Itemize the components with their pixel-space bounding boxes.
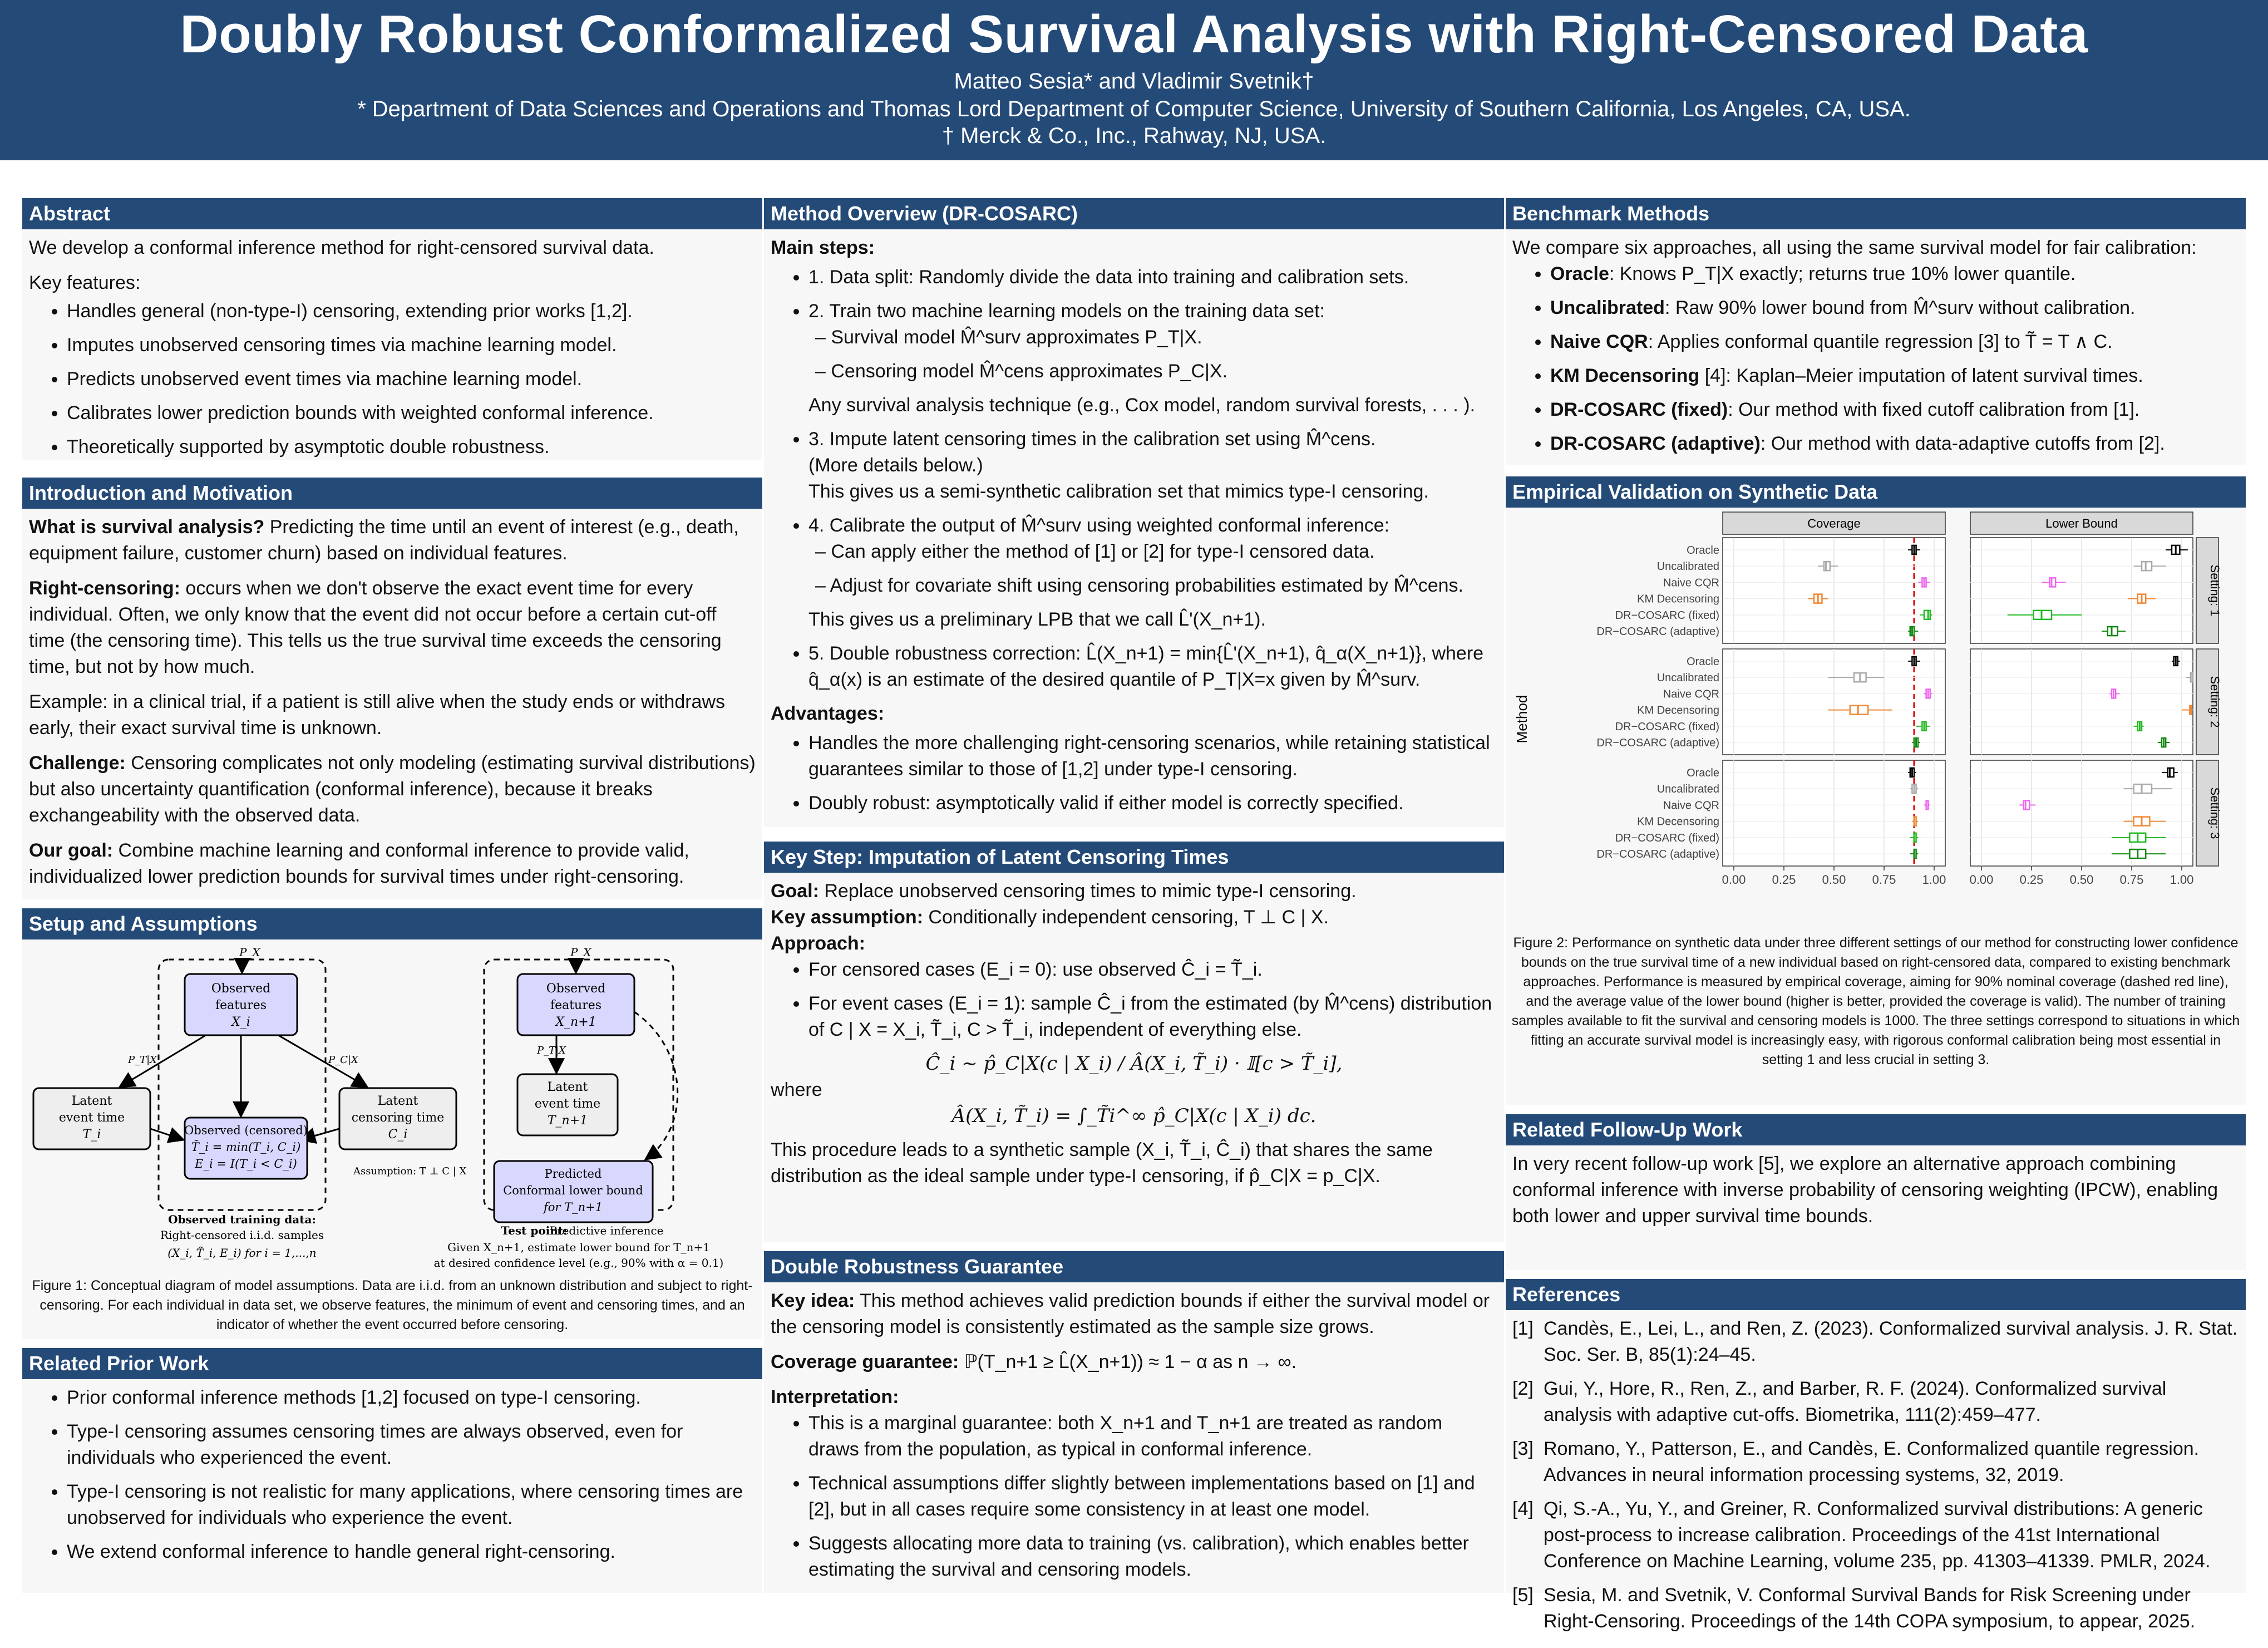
method-label: Naive CQR: [1663, 577, 1719, 589]
step-2c: Any survival analysis technique (e.g., Cox model, random survival forests, . . . ).: [808, 392, 1497, 419]
setup-section: [22, 908, 762, 1339]
step-2b: – Censoring model M̂^cens approximates P_C|X.: [831, 358, 1497, 385]
section-title: Setup and Assumptions: [22, 908, 762, 939]
reference-item: [1] Candès, E., Lei, L., and Ren, Z. (2023). Conformalized survival analysis. J. R. Stat. Soc. Ser. B, 85(1):24–45.: [1512, 1316, 2239, 1368]
intro-p2: Right-censoring: occurs when we don't observe the exact event time for every individual. Often, we only know that the event did not occur before a certain cut-off time (the censoring time). This tells us the true survival time exceeds the censoring time, but not by how much.: [29, 575, 756, 680]
list-item: • DR-COSARC (fixed): Our method with fixed cutoff calibration from [1].: [1550, 397, 2239, 423]
followup-section: [1506, 1114, 2246, 1270]
list-item: • Doubly robust: asymptotically valid if either model is correctly specified.: [808, 790, 1497, 816]
column-left: [22, 198, 762, 1596]
model-diagram: [22, 939, 762, 1273]
svg-text:Predicted: Predicted: [545, 1167, 602, 1180]
list-item: • For censored cases (E_i = 0): use observed Ĉ_i = T̃_i.: [808, 957, 1497, 983]
equation-2: Â(X_i, T̃_i) = ∫_T̃i^∞ p̂_C|X(c | X_i) dc.: [771, 1103, 1497, 1129]
list-item: • Type-I censoring is not realistic for many applications, where censoring times are unobserved for individuals who experience the event.: [67, 1479, 756, 1531]
svg-text:X_i: X_i: [230, 1015, 250, 1029]
method-label: Oracle: [1687, 767, 1719, 779]
interpretation-label: Interpretation:: [771, 1384, 1497, 1410]
svg-text:Observed training data:: Observed training data:: [168, 1213, 316, 1226]
abstract-section: [22, 198, 762, 460]
list-item: • This is a marginal guarantee: both X_n+1 and T_n+1 are treated as random draws from the population, as typical in conformal inference.: [808, 1410, 1497, 1463]
section-title: Benchmark Methods: [1506, 198, 2246, 229]
list-item: • Handles general (non-type-I) censoring, extending prior works [1,2].: [67, 298, 756, 324]
setting-label: Setting: 3: [2208, 788, 2222, 839]
svg-text:censoring time: censoring time: [352, 1111, 445, 1125]
svg-text:P_X: P_X: [570, 946, 591, 959]
step-4: • 4. Calibrate the output of M̂^surv using weighted conformal inference: – Can apply either the method of [1] or [2] for type-I censored data. – Adjust for covariate shift using censoring probabilities estimated by M̂^cens. This gives us a preliminary LPB that we call L̂'(X_n+1).: [808, 513, 1497, 633]
box: [2134, 784, 2152, 793]
column-right: [1506, 198, 2246, 1596]
box: [2034, 611, 2052, 619]
interpretation-list: [771, 1410, 1497, 1583]
box: [1924, 611, 1930, 619]
list-item: • KM Decensoring [4]: Kaplan–Meier imputation of latent survival times.: [1550, 363, 2239, 389]
approach-label: Approach:: [771, 931, 1497, 957]
svg-text:Given X_n+1, estimate lower bo: Given X_n+1, estimate lower bound for T_n+1: [447, 1241, 710, 1254]
references-section: [1506, 1279, 2246, 1593]
list-item: • DR-COSARC (adaptive): Our method with data-adaptive cutoffs from [2].: [1550, 431, 2239, 457]
step-4c: This gives us a preliminary LPB that we call L̂'(X_n+1).: [808, 607, 1497, 633]
section-title: Key Step: Imputation of Latent Censoring Times: [764, 842, 1504, 873]
list-item: • Predicts unobserved event times via machine learning model.: [67, 366, 756, 392]
svg-text:Observed: Observed: [546, 982, 605, 996]
method-label: KM Decensoring: [1637, 816, 1719, 828]
x-tick-label: 0.75: [1872, 873, 1896, 887]
goal: Goal: Replace unobserved censoring times to mimic type-I censoring.: [771, 878, 1497, 904]
reference-item: [4] Qi, S.-A., Yu, Y., and Greiner, R. Conformalized survival distributions: A generic post-process to increase calibration. Proceedings of the 41st International Conference on Machine Learning, volume 235, pp. 41303–41339. PMLR, 2024.: [1512, 1496, 2239, 1575]
intro-p3: Example: in a clinical trial, if a patient is still alive when the study ends or withdraws early, their exact survival time is unknown.: [29, 689, 756, 741]
authors: Matteo Sesia* and Vladimir Svetnik†: [0, 67, 2268, 96]
svg-text:Latent: Latent: [72, 1094, 112, 1108]
steps-list: [771, 264, 1497, 693]
list-item: • Technical assumptions differ slightly between implementations based on [1] and [2], but in all cases require some consistency in at least one model.: [808, 1470, 1497, 1523]
advantages-list: [771, 730, 1497, 816]
equation-1: Ĉ_i ~ p̂_C|X(c | X_i) / Â(X_i, T̃_i) · 𝕀[c > T̃_i],: [771, 1051, 1497, 1077]
intro-p4: Challenge: Censoring complicates not only modeling (estimating survival distributions) but also uncertainty quantification (conformal inference), because it breaks exchangeability with the observed data.: [29, 750, 756, 829]
list-item: • Imputes unobserved censoring times via machine learning model.: [67, 332, 756, 358]
method-section: [764, 198, 1504, 827]
list-item: • Uncalibrated: Raw 90% lower bound from M̂^surv without calibration.: [1550, 295, 2239, 321]
followup-text: In very recent follow-up work [5], we explore an alternative approach combining conformal inference with inverse probability of censoring weighting (IPCW), enabling both lower and upper survival time bounds.: [1512, 1151, 2239, 1229]
method-label: DR−COSARC (fixed): [1615, 721, 1719, 733]
keystep-conclusion: This procedure leads to a synthetic sample (X_i, T̃_i, Ĉ_i) that shares the same distribution as the ideal sample under type-I censoring, if p̂_C|X = p_C|X.: [771, 1137, 1497, 1189]
svg-text:E_i = I(T_i < C_i): E_i = I(T_i < C_i): [194, 1157, 297, 1170]
where-label: where: [771, 1077, 1497, 1103]
reference-list: [1506, 1310, 2246, 1648]
figure2-chart: [1506, 508, 2246, 931]
step-4a: – Can apply either the method of [1] or [2] for type-I censored data.: [831, 539, 1497, 565]
reference-item: [2] Gui, Y., Hore, R., Ren, Z., and Barber, R. F. (2024). Conformalized survival analysis with adaptive cut-offs. Biometrika, 111(2):459–477.: [1512, 1376, 2239, 1428]
list-item: • Prior conformal inference methods [1,2] focused on type-I censoring.: [67, 1385, 756, 1411]
svg-text:features: features: [550, 998, 601, 1012]
box: [2024, 800, 2030, 809]
x-tick-label: 0.00: [1970, 873, 1994, 887]
step-2a: – Survival model M̂^surv approximates P_T|X.: [831, 324, 1497, 351]
features-label: Key features:: [29, 270, 756, 296]
method-label: DR−COSARC (adaptive): [1596, 626, 1719, 638]
x-tick-label: 0.75: [2120, 873, 2144, 887]
key-assumption: Key assumption: Conditionally independent censoring, T ⊥ C | X.: [771, 904, 1497, 931]
svg-text:Test point:: Test point:: [501, 1224, 568, 1237]
bench-list: [1512, 261, 2239, 457]
abstract-intro: We develop a conformal inference method for right-censored survival data.: [29, 235, 756, 261]
list-item: • Type-I censoring assumes censoring times are always observed, even for individuals who experienced the event.: [67, 1419, 756, 1471]
svg-text:T̃_i = min(T_i, C_i): T̃_i = min(T_i, C_i): [191, 1140, 301, 1154]
svg-text:event time: event time: [535, 1097, 600, 1111]
setting-label: Setting: 2: [2208, 676, 2222, 728]
poster-header: [0, 0, 2268, 160]
px-label: P_X: [239, 946, 260, 959]
empirical-section: [1506, 476, 2246, 1105]
svg-text:T_i: T_i: [83, 1128, 101, 1142]
prior-list: [29, 1385, 756, 1565]
svg-text:Latent: Latent: [378, 1094, 418, 1108]
list-item: • For event cases (E_i = 1): sample Ĉ_i from the estimated (by M̂^cens) distribution of C | X = X_i, T̃_i, C > T̃_i, independent of everything else.: [808, 991, 1497, 1043]
x-tick-label: 0.25: [2020, 873, 2044, 887]
x-tick-label: 0.00: [1722, 873, 1746, 887]
box: [2049, 578, 2055, 587]
panel-title: Coverage: [1807, 516, 1860, 530]
svg-text:features: features: [215, 998, 267, 1012]
method-label: KM Decensoring: [1637, 593, 1719, 606]
affiliation-1: * Department of Data Sciences and Operations and Thomas Lord Department of Computer Science, University of Southern California, Los Angeles, CA, USA.: [0, 96, 2268, 122]
features-list: [29, 298, 756, 460]
box: [1824, 562, 1830, 570]
double-robustness-section: [764, 1251, 1504, 1593]
method-label: Uncalibrated: [1657, 672, 1719, 684]
box: [2142, 562, 2152, 570]
list-item: • Calibrates lower prediction bounds with weighted conformal inference.: [67, 400, 756, 426]
svg-text:P_C|X: P_C|X: [328, 1054, 359, 1066]
section-title: References: [1506, 1279, 2246, 1310]
section-title: Double Robustness Guarantee: [764, 1251, 1504, 1282]
method-label: DR−COSARC (adaptive): [1596, 848, 1719, 860]
x-tick-label: 0.25: [1772, 873, 1796, 887]
svg-text:Observed (censored): Observed (censored): [184, 1124, 308, 1137]
section-title: Abstract: [22, 198, 762, 229]
svg-text:Observed: Observed: [211, 982, 270, 996]
method-label: Oracle: [1687, 656, 1719, 668]
list-item: • Suggests allocating more data to training (vs. calibration), which enables better estimating the survival and censoring models.: [808, 1531, 1497, 1583]
box: [2168, 768, 2174, 777]
box: [1850, 706, 1868, 715]
affiliation-2: † Merck & Co., Inc., Rahway, NJ, USA.: [0, 122, 2268, 149]
list-item: • Naive CQR: Applies conformal quantile regression [3] to T̃ = T ∧ C.: [1550, 329, 2239, 355]
reference-item: [3] Romano, Y., Patterson, E., and Candès, E. Conformalized quantile regression. Advances in neural information processing systems, 32, 2019.: [1512, 1436, 2239, 1488]
x-tick-label: 0.50: [2070, 873, 2094, 887]
step-2: • 2. Train two machine learning models on the training data set: – Survival model M̂^surv approximates P_T|X. – Censoring model M̂^cens approximates P_C|X. Any survival analysis technique (e.g., Cox model, random survival forests, . . . ).: [808, 298, 1497, 419]
list-item: • Handles the more challenging right-censoring scenarios, while retaining statistical guarantees similar to those of [1,2] under type-I censoring.: [808, 730, 1497, 783]
svg-text:Predictive inference: Predictive inference: [549, 1224, 663, 1237]
svg-text:C_i: C_i: [388, 1128, 408, 1142]
svg-text:Right-censored i.i.d. samples: Right-censored i.i.d. samples: [160, 1228, 324, 1242]
figure2-caption: Figure 2: Performance on synthetic data under three different settings of our method for constructing lower confidence bounds on the true survival time of a new individual based on right-censored data, compared to existing benchmark approaches. Performance is measured by empirical coverage, aiming for 90% nominal coverage (dashed red line), and the average value of the lower bound (higher is better, provided the coverage is valid). The number of training samples available to fit the survival and censoring models is 1000. The three settings correspond to situations in which fitting an accurate survival model is increasingly easy, with rigorous conformal calibration being most essential in setting 1 and less crucial in setting 3.: [1506, 933, 2246, 1070]
figure1-caption: Figure 1: Conceptual diagram of model assumptions. Data are i.i.d. from an unknown distribution and subject to right-censoring. For each individual in data set, we observe features, the minimum of event and censoring times, and an indicator of whether the event occurred before censoring.: [22, 1276, 762, 1335]
step-1: • 1. Data split: Randomly divide the data into training and calibration sets.: [808, 264, 1497, 291]
svg-text:for T_n+1: for T_n+1: [543, 1201, 603, 1214]
method-label: DR−COSARC (adaptive): [1596, 737, 1719, 749]
coverage-guarantee: Coverage guarantee: ℙ(T_n+1 ≥ L̂(X_n+1)) ≈ 1 − α as n → ∞.: [771, 1349, 1497, 1375]
main-steps-label: Main steps:: [771, 235, 1497, 261]
list-item: • We extend conformal inference to handle general right-censoring.: [67, 1539, 756, 1565]
y-axis-label: Method: [1513, 695, 1530, 744]
step-4b: – Adjust for covariate shift using censoring probabilities estimated by M̂^cens.: [831, 573, 1497, 599]
svg-text:Latent: Latent: [548, 1080, 588, 1094]
column-middle: [764, 198, 1504, 1596]
section-title: Method Overview (DR-COSARC): [764, 198, 1504, 229]
svg-text:X_n+1: X_n+1: [554, 1015, 596, 1029]
advantages-label: Advantages:: [771, 701, 1497, 727]
x-tick-label: 1.00: [2170, 873, 2194, 887]
method-label: DR−COSARC (fixed): [1615, 609, 1719, 622]
reference-item: [5] Sesia, M. and Svetnik, V. Conformal Survival Bands for Risk Screening under Right-Censoring. Proceedings of the 14th COPA symposium, to appear, 2025.: [1512, 1582, 2239, 1635]
method-label: Naive CQR: [1663, 799, 1719, 811]
svg-text:P_T|X: P_T|X: [536, 1045, 566, 1056]
benchmark-section: [1506, 198, 2246, 465]
svg-text:event time: event time: [59, 1111, 125, 1125]
intro-section: [22, 478, 762, 899]
section-title: Related Follow-Up Work: [1506, 1114, 2246, 1145]
poster-title: Doubly Robust Conformalized Survival Analysis with Right-Censored Data: [0, 0, 2268, 66]
intro-p1: What is survival analysis? Predicting the time until an event of interest (e.g., death, equipment failure, customer churn) based on individual features.: [29, 514, 756, 567]
step-5: • 5. Double robustness correction: L̂(X_n+1) = min{L̂'(X_n+1), q̂_α(X_n+1)}, where q̂_α(x) is an estimate of the desired quantile of P_T|X=x given by M̂^surv.: [808, 641, 1497, 693]
method-label: Naive CQR: [1663, 688, 1719, 700]
key-idea: Key idea: This method achieves valid prediction bounds if either the survival model or the censoring model is consistently estimated as the sample size grows.: [771, 1288, 1497, 1340]
method-label: Uncalibrated: [1657, 560, 1719, 573]
method-label: Uncalibrated: [1657, 783, 1719, 795]
svg-text:(X_i, T̃_i, E_i) for i = 1,...: (X_i, T̃_i, E_i) for i = 1,...,n: [167, 1246, 316, 1260]
method-label: KM Decensoring: [1637, 705, 1719, 717]
panel-title: Lower Bound: [2045, 516, 2118, 530]
method-label: Oracle: [1687, 544, 1719, 557]
section-title: Related Prior Work: [22, 1348, 762, 1379]
x-tick-label: 0.50: [1822, 873, 1846, 887]
method-label: DR−COSARC (fixed): [1615, 832, 1719, 844]
section-title: Introduction and Motivation: [22, 478, 762, 509]
svg-text:at desired confidence level (e: at desired confidence level (e.g., 90% with α = 0.1): [434, 1256, 724, 1270]
assumption-label: Assumption: T ⊥ C | X: [353, 1165, 467, 1177]
svg-text:T_n+1: T_n+1: [548, 1114, 588, 1128]
svg-text:Conformal lower bound: Conformal lower bound: [503, 1184, 643, 1197]
prior-work-section: [22, 1348, 762, 1593]
box: [2108, 627, 2118, 636]
x-tick-label: 1.00: [1922, 873, 1946, 887]
list-item: • Oracle: Knows P_T|X exactly; returns true 10% lower quantile.: [1550, 261, 2239, 287]
list-item: • Theoretically supported by asymptotic double robustness.: [67, 434, 756, 460]
bench-intro: We compare six approaches, all using the same survival model for fair calibration:: [1512, 235, 2239, 261]
keystep-section: [764, 842, 1504, 1242]
svg-text:P_T|X: P_T|X: [127, 1054, 157, 1066]
intro-p5: Our goal: Combine machine learning and conformal inference to provide valid, individualized lower prediction bounds for survival times under right-censoring.: [29, 838, 756, 890]
approach-list: [771, 957, 1497, 1043]
setting-label: Setting: 1: [2208, 565, 2222, 617]
section-title: Empirical Validation on Synthetic Data: [1506, 476, 2246, 508]
step-3: • 3. Impute latent censoring times in the calibration set using M̂^cens. (More details below.) This gives us a semi-synthetic calibration set that mimics type-I censoring.: [808, 426, 1497, 505]
